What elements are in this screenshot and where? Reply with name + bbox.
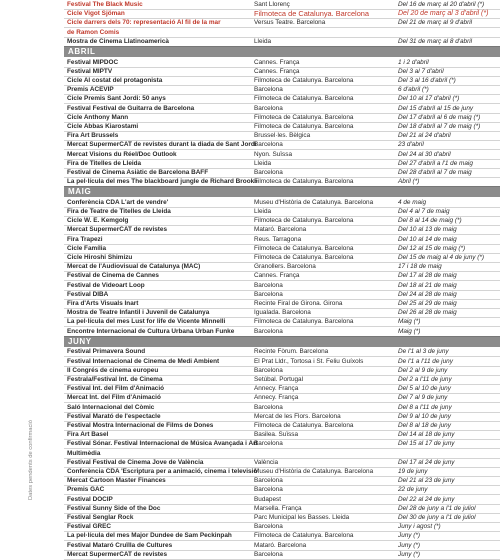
event-location: Mataró. Barcelona: [254, 226, 307, 234]
event-dates: De l'1 a l'11 de juny: [398, 357, 453, 365]
event-dates: De l'1 al 3 de juny: [398, 348, 449, 356]
event-dates: Del 10 al 13 de maig: [398, 226, 457, 234]
event-dates: Del 21 de març al 9 d'abril: [398, 19, 473, 27]
event-name: de Ramon Comis: [67, 28, 120, 36]
event-location: Brussel·les. Bèlgica: [254, 132, 311, 140]
event-dates: Del 14 al 18 de juny: [398, 431, 455, 439]
event-name: Festival Festival de Guitarra de Barcelona: [67, 104, 195, 112]
event-dates: Del 10 al 17 d'abril (*): [398, 95, 460, 103]
event-location: Filmoteca de Catalunya. Barcelona: [254, 421, 354, 429]
event-dates: Del 17 d'abril al 6 de maig (*): [398, 113, 481, 121]
event-dates: Del 18 d'abril al 7 de maig (*): [398, 122, 481, 130]
event-name: Mostra de Cinema Llatinoamericà: [67, 37, 169, 45]
event-name: La pel·lícula del mes The blackboard jungle de Richard Brooks: [67, 178, 258, 186]
event-dates: Del 8 al 14 de maig (*): [398, 217, 462, 225]
event-location: Cannes. França: [254, 67, 300, 75]
event-dates: Juny (*): [398, 541, 421, 549]
event-name: Cicle Anthony Mann: [67, 113, 129, 121]
event-name: Fira Art Basel: [67, 431, 109, 439]
event-location: Filmoteca de Catalunya. Barcelona: [254, 122, 354, 130]
event-dates: Del 3 al 7 d'abril: [398, 67, 444, 75]
event-name: Festival The Black Music: [67, 1, 143, 8]
event-name: Cicle Abbas Kiarostami: [67, 122, 139, 130]
event-name: Festival de Videoart Loop: [67, 281, 145, 289]
event-dates: Del 2 al 9 de juny: [398, 366, 448, 374]
event-location: Barcelona: [254, 403, 283, 411]
event-dates: Del 10 al 14 de maig: [398, 235, 457, 243]
event-location: Cannes. França: [254, 272, 300, 280]
event-dates: Abril (*): [398, 178, 420, 186]
event-location: Filmoteca de Catalunya. Barcelona: [254, 318, 354, 326]
event-name: Premis ACEVIP: [67, 86, 114, 94]
event-location: Barcelona: [254, 523, 283, 531]
event-dates: Del 24 al 28 de maig: [398, 290, 457, 298]
event-row: [64, 550, 500, 560]
event-location: Filmoteca de Catalunya. Barcelona: [254, 217, 354, 225]
event-location: Cannes. França: [254, 58, 300, 66]
event-location: Filmoteca de Catalunya. Barcelona: [254, 254, 354, 261]
event-name: Mercat de l'Audiovisual de Catalunya (MAC): [67, 263, 201, 271]
event-dates: Del 9 al 10 de juny: [398, 412, 451, 420]
event-location: Barcelona: [254, 477, 283, 485]
event-location: València: [254, 458, 279, 466]
event-location: Barcelona: [254, 290, 283, 298]
event-dates: 1 i 2 d'abril: [398, 58, 429, 66]
event-name: Fira d'Arts Visuals Inart: [67, 300, 139, 307]
event-dates: Maig (*): [398, 327, 421, 335]
event-name: Festival Primavera Sound: [67, 348, 146, 356]
event-dates: Del 21 al 23 de juny: [398, 477, 455, 485]
event-name: Festival Festival de Cinema Jove de València: [67, 458, 204, 466]
event-name: Festival de Cinema Asiàtic de Barcelona BAFF: [67, 168, 209, 176]
event-dates: Del 7 al 9 de juny: [398, 394, 448, 402]
event-location: Mataró. Barcelona: [254, 541, 307, 549]
event-name: Festival Int. del Film d'Animació: [67, 385, 165, 393]
event-location: Barcelona: [254, 440, 283, 448]
event-dates: 6 d'abril (*): [398, 86, 429, 94]
event-location: Reus. Tarragona: [254, 235, 302, 243]
event-name: Festival Sónar. Festival Internacional de Música Avançada i Art: [67, 440, 258, 448]
event-name: Mercat SupermerCAT de revistes durant la diada de Sant Jordi: [67, 141, 257, 149]
event-dates: Del 22 al 24 de juny: [398, 495, 455, 503]
event-location: Filmoteca de Catalunya. Barcelona: [254, 9, 370, 19]
event-name: Mercat SupermerCAT de revistes: [67, 550, 168, 558]
event-name: Cicle darrers dels 70: representació Al fil de la mar: [67, 19, 221, 27]
event-location: Parc Municipal les Basses. Lleida: [254, 513, 350, 521]
event-name: Cicle Família: [67, 244, 107, 252]
event-name: Cicle Vigot Sjöman: [67, 10, 125, 18]
event-dates: Del 8 al 18 de juny: [398, 421, 451, 429]
event-name: Mostra de Teatre Infantil i Juvenil de Catalunya: [67, 309, 210, 317]
event-name: Mercat Visions du Réel/Doc Outlook: [67, 150, 177, 158]
event-location: Filmoteca de Catalunya. Barcelona: [254, 76, 354, 84]
event-dates: Del 15 al 17 de juny: [398, 440, 455, 448]
event-dates: Del 8 a l'11 de juny: [398, 403, 452, 411]
event-dates: 17 i 18 de maig: [398, 263, 442, 271]
event-dates: Del 16 de març al 20 d'abril (*): [398, 1, 485, 8]
event-name: II Congrés de cinema europeu: [67, 366, 159, 374]
event-location: Museu d'Història de Catalunya. Barcelona: [254, 467, 374, 475]
event-name: Cicle W. E. Kemgolg: [67, 217, 129, 225]
event-dates: 22 de juny: [398, 486, 428, 494]
event-name: Festival Mataró Cruïlla de Cultures: [67, 541, 173, 549]
event-name: Festival GREC: [67, 523, 112, 531]
event-name: Conferència CDA L'art de vendre': [67, 198, 169, 206]
event-dates: Del 15 d'abril al 15 de juny: [398, 104, 474, 112]
event-dates: 19 de juny: [398, 467, 428, 475]
month-header: MAIG: [64, 187, 500, 197]
event-dates: Del 28 de juny a l'1 de juliol: [398, 504, 476, 512]
event-name: Mercat Int. del Film d'Animació: [67, 394, 161, 402]
event-name: Mercat Cartoon Master Finances: [67, 477, 166, 485]
event-name: Fira de Titelles de Lleida: [67, 159, 142, 167]
event-name: Festival Internacional de Cinema de Medi Ambient: [67, 357, 220, 365]
event-location: Annecy. França: [254, 394, 299, 402]
event-location: Recinte Firal de Girona. Girona: [254, 300, 343, 307]
month-header: JUNY: [64, 337, 500, 347]
event-dates: Del 25 al 29 de maig: [398, 300, 457, 307]
event-name: Festrala/Festival Int. de Cinema: [67, 375, 163, 383]
event-name: Festival DIBA: [67, 290, 109, 298]
event-dates: Del 17 al 28 de maig: [398, 272, 457, 280]
side-note: Dates pendents de confirmació: [28, 420, 34, 500]
event-name: La pel·lícula del mes Major Dundee de Sam Peckinpah: [67, 532, 232, 540]
event-dates: Del 3 al 16 d'abril (*): [398, 76, 456, 84]
event-location: Mercat de les Flors. Barcelona: [254, 412, 341, 420]
event-location: Barcelona: [254, 168, 283, 176]
event-name: Fira Art Brussels: [67, 132, 119, 140]
event-location: Filmoteca de Catalunya. Barcelona: [254, 95, 354, 103]
event-calendar-table: [64, 0, 500, 558]
event-name: Festival DOCIP: [67, 495, 113, 503]
event-name: Multimèdia: [67, 449, 101, 457]
event-dates: Del 30 de juny a l'1 de juliol: [398, 513, 476, 521]
event-location: Annecy. França: [254, 385, 299, 393]
event-name: Festival Sunny Side of the Doc: [67, 504, 161, 512]
event-dates: Del 4 al 7 de maig: [398, 208, 450, 215]
event-dates: Del 17 al 24 de juny: [398, 458, 455, 466]
event-name: Saló Internacional del Còmic: [67, 403, 155, 411]
event-name: Festival Mostra Internacional de Films de Dones: [67, 421, 214, 429]
event-location: Barcelona: [254, 104, 283, 112]
event-dates: Del 5 al 10 de juny: [398, 385, 451, 393]
event-location: Filmoteca de Catalunya. Barcelona: [254, 113, 354, 121]
event-location: Sant Llorenç: [254, 1, 290, 8]
event-location: Barcelona: [254, 141, 283, 149]
event-dates: Del 20 de març al 3 d'abril (*): [398, 10, 489, 18]
event-location: Barcelona: [254, 281, 283, 289]
event-name: Festival MIPDOC: [67, 58, 119, 66]
event-location: Filmoteca de Catalunya. Barcelona: [254, 178, 354, 186]
event-location: Basilea. Suïssa: [254, 431, 299, 439]
event-location: Setúbal. Portugal: [254, 375, 304, 383]
event-dates: Del 28 d'abril al 7 de maig: [398, 168, 472, 176]
event-dates: Juny (*): [398, 550, 421, 558]
event-location: Lleida: [254, 37, 272, 45]
event-location: Barcelona: [254, 550, 283, 558]
event-name: Mercat SupermerCAT de revistes: [67, 226, 168, 234]
event-dates: Juny i agost (*): [398, 523, 441, 531]
event-location: El Prat Lldr., Tortosa i St. Feliu Guíxols: [254, 357, 364, 365]
event-dates: Del 21 al 24 d'abril: [398, 132, 451, 140]
event-name: Festival MIPTV: [67, 67, 113, 75]
event-name: Fira de Teatre de Titelles de Lleida: [67, 208, 171, 215]
event-location: Granollers. Barcelona: [254, 263, 316, 271]
event-name: La pel·lícula del mes Lust for life de Vicente Minnelli: [67, 318, 226, 326]
event-name: Cicle Premis Sant Jordi: 50 anys: [67, 95, 166, 103]
event-location: Lleida: [254, 208, 272, 215]
event-location: Budapest: [254, 495, 282, 503]
event-location: Lleida: [254, 159, 272, 167]
event-dates: 23 d'abril: [398, 141, 424, 149]
event-location: Barcelona: [254, 86, 283, 94]
event-dates: 4 de maig: [398, 198, 427, 206]
event-dates: Del 31 de març al 8 d'abril: [398, 37, 473, 45]
event-location: Filmoteca de Catalunya. Barcelona: [254, 244, 354, 252]
event-location: Museu d'Història de Catalunya. Barcelona: [254, 198, 374, 206]
event-location: Barcelona: [254, 327, 283, 335]
event-dates: Del 18 al 21 de maig: [398, 281, 457, 289]
event-name: Festival de Cinema de Cannes: [67, 272, 159, 280]
event-name: Encontre Internacional de Cultura Urbana Urban Funke: [67, 327, 235, 335]
month-header: ABRIL: [64, 47, 500, 57]
event-name: Festival Marató de l'espectacle: [67, 412, 161, 420]
event-name: Festival Senglar Rock: [67, 513, 134, 521]
event-dates: Del 2 a l'11 de juny: [398, 375, 452, 383]
event-dates: Maig (*): [398, 318, 421, 326]
event-dates: Del 12 al 15 de maig (*): [398, 244, 466, 252]
event-location: Marsella. França: [254, 504, 302, 512]
event-location: Filmoteca de Catalunya. Barcelona: [254, 532, 354, 540]
event-location: Barcelona: [254, 486, 283, 494]
event-name: Conferència CDA 'Escriptura per a animació, cinema i televisió': [67, 467, 259, 475]
event-location: Nyon. Suïssa: [254, 150, 293, 158]
event-name: Cicle Hiroshi Shimizu: [67, 254, 133, 261]
event-name: Fira Trapezi: [67, 235, 103, 243]
event-name: Cicle Al costat del protagonista: [67, 76, 163, 84]
event-location: Versus Teatre. Barcelona: [254, 19, 326, 27]
event-dates: Del 15 de maig al 4 de juny (*): [398, 254, 484, 261]
event-name: Premis GAC: [67, 486, 105, 494]
event-dates: Del 26 al 28 de maig: [398, 309, 457, 317]
event-dates: Juny (*): [398, 532, 421, 540]
event-dates: Del 27 d'abril a l'1 de maig: [398, 159, 473, 167]
event-location: Recinte Fòrum. Barcelona: [254, 348, 329, 356]
event-dates: Del 24 al 30 d'abril: [398, 150, 451, 158]
event-location: Igualada. Barcelona: [254, 309, 311, 317]
event-location: Barcelona: [254, 366, 283, 374]
